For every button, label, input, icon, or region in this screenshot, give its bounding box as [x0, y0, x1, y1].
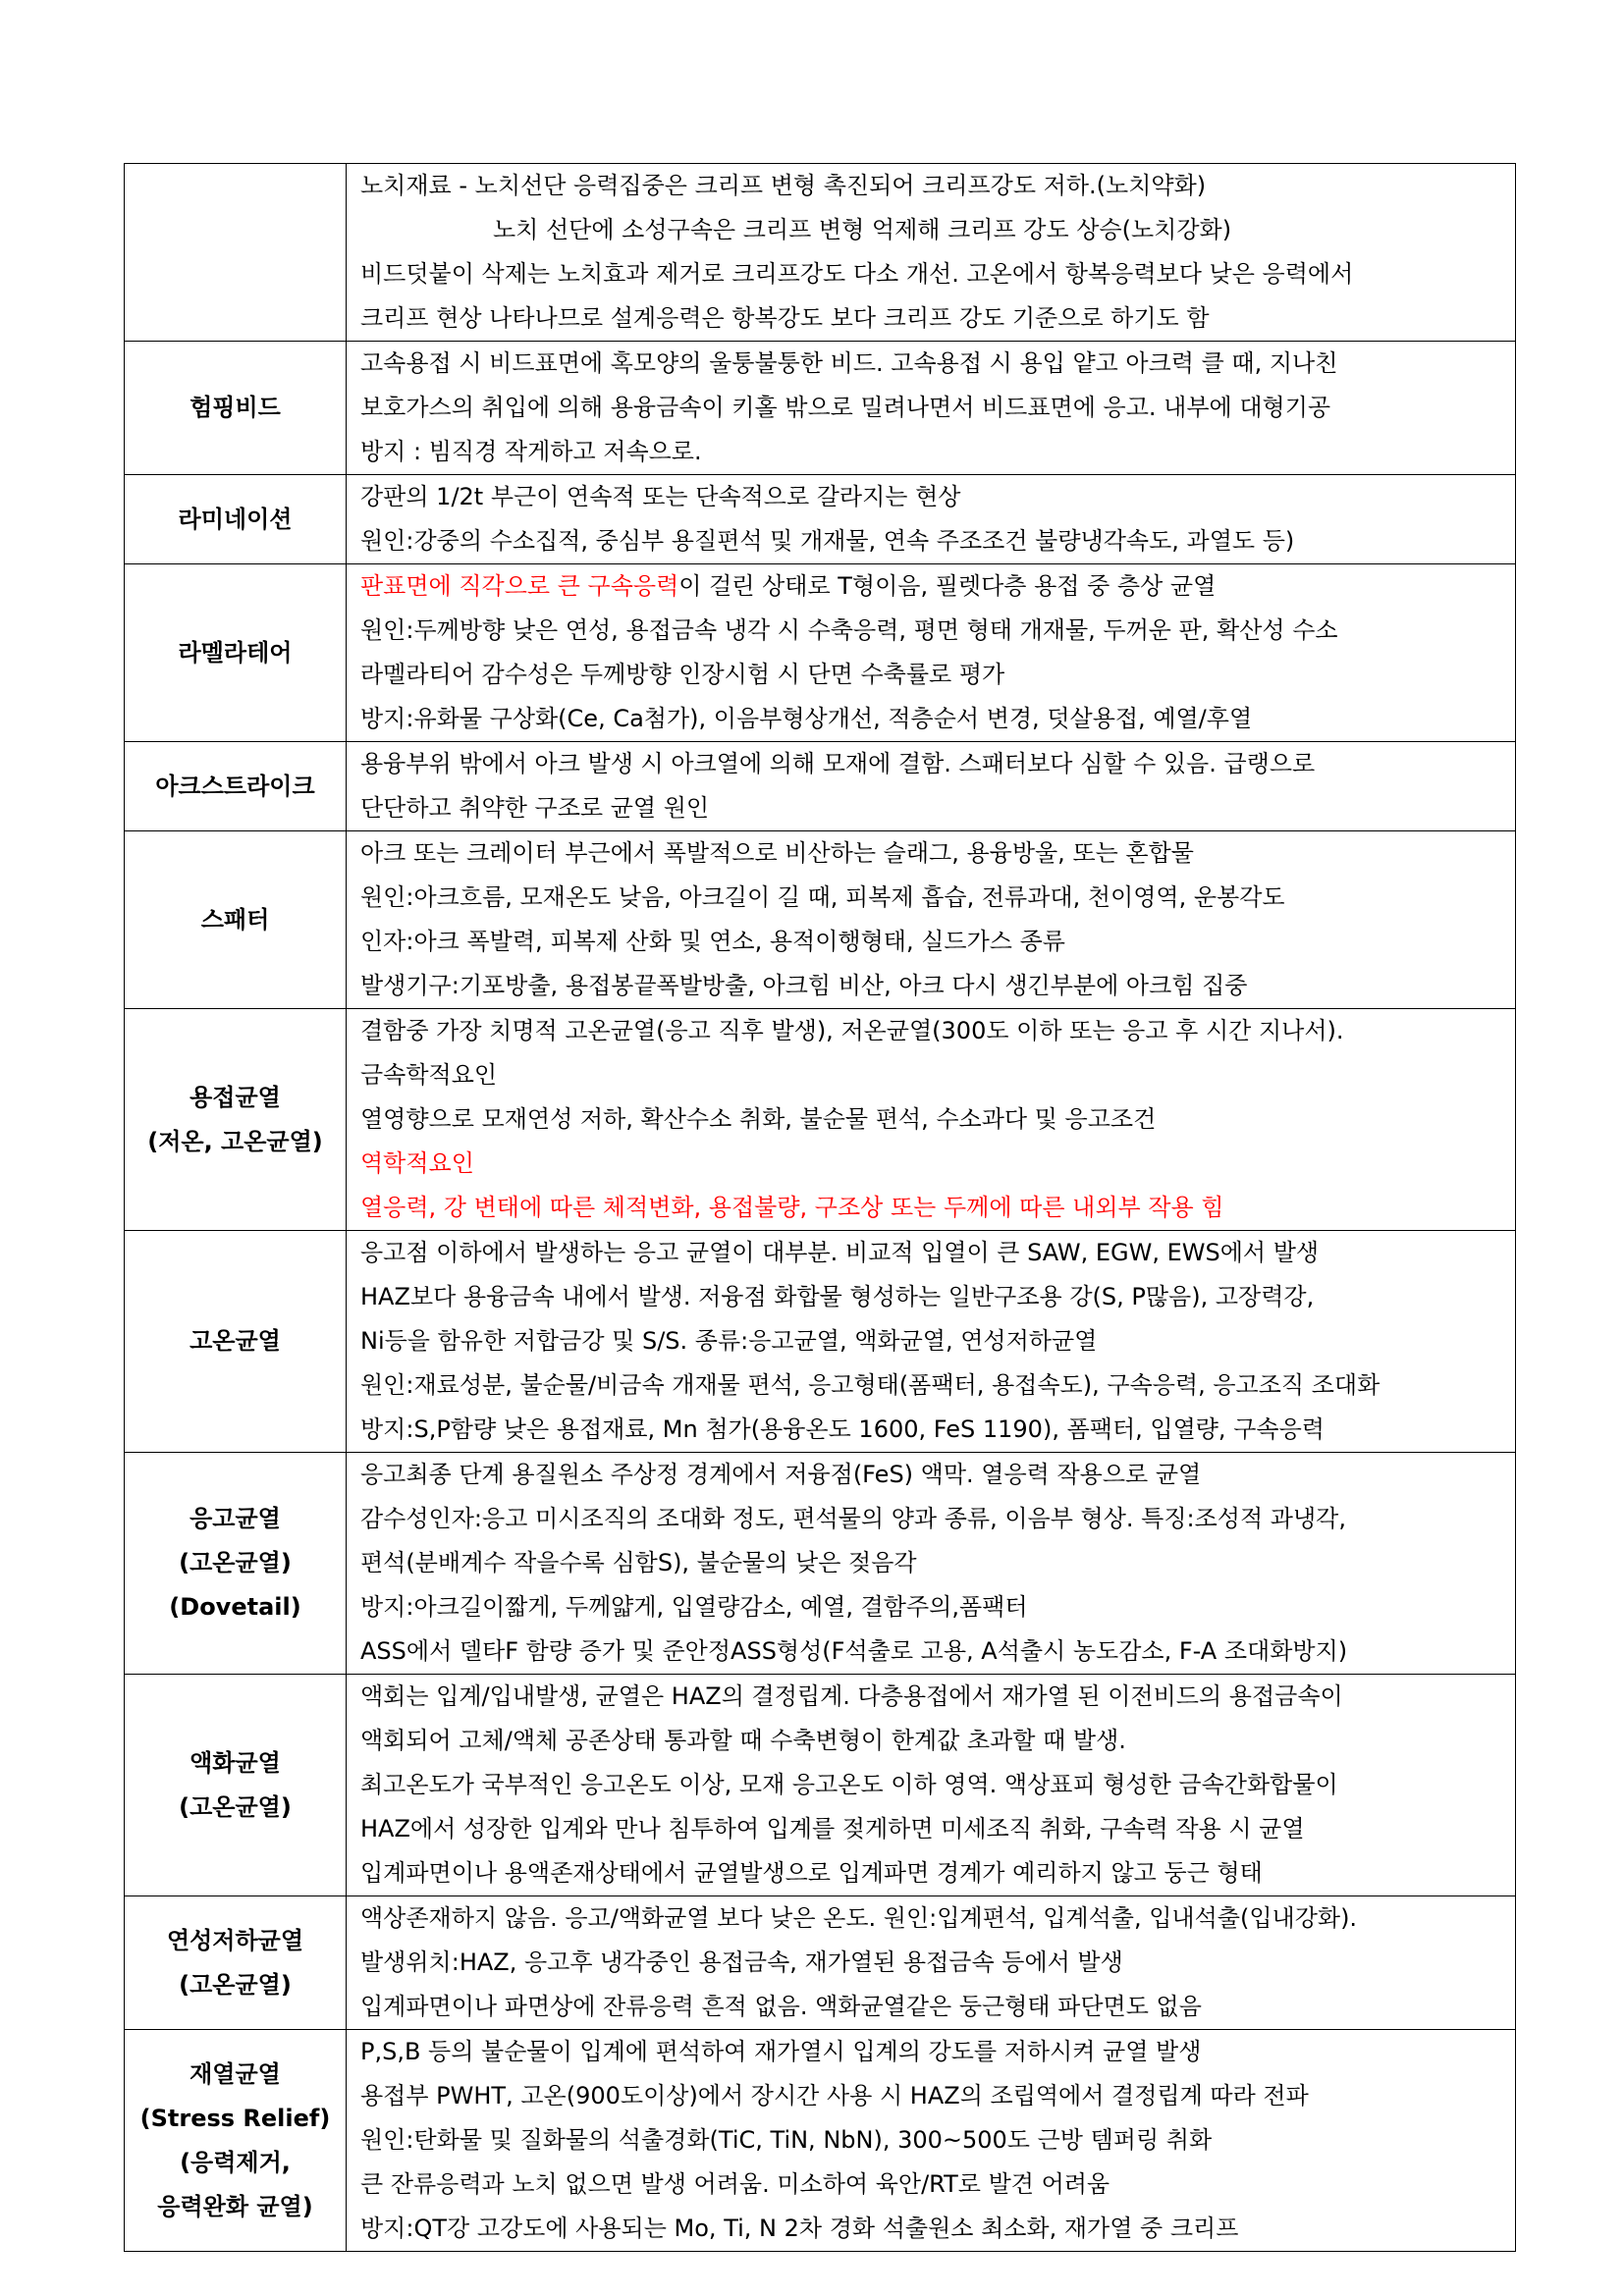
content-line — [360, 1675, 1509, 1719]
row-label-cell — [125, 831, 347, 1009]
row-label: 라멜라테어 — [178, 638, 293, 667]
row-label: (저온, 고온균열) — [147, 1127, 323, 1155]
text-segment: 라멜라티어 감수성은 두께방향 인장시험 시 단면 수축률로 평가 — [360, 661, 1005, 688]
row-content-cell — [347, 1453, 1516, 1675]
text-segment: 방지:QT강 고강도에 사용되는 Mo, Ti, N 2차 경화 석출원소 최소화, 재가열 중 크리프 — [360, 2215, 1239, 2242]
text-segment: 비드덧붙이 삭제는 노치효과 제거로 크리프강도 다소 개선. 고온에서 항복응력보다 낮은 응력에서 — [360, 260, 1354, 288]
content-line — [360, 1719, 1509, 1763]
table-row — [125, 1231, 1516, 1453]
content-line — [360, 1941, 1509, 1985]
document-page — [124, 163, 1516, 2252]
row-label: (응력제거, — [180, 2148, 291, 2176]
content-line — [360, 1497, 1509, 1541]
content-line — [360, 1053, 1509, 1097]
table-row — [125, 742, 1516, 831]
text-segment: 강판의 1/2t 부근이 연속적 또는 단속적으로 갈라지는 현상 — [360, 483, 961, 510]
content-line — [360, 2118, 1509, 2163]
text-segment: 원인:강중의 수소집적, 중심부 용질편석 및 개재물, 연속 주조조건 불량냉각속도, 과열도 등) — [360, 527, 1295, 555]
content-line — [360, 2030, 1509, 2074]
row-label: (Dovetail) — [169, 1593, 301, 1621]
row-content-cell — [347, 164, 1516, 342]
content-line — [360, 964, 1509, 1008]
row-label: (고온균열) — [179, 1549, 292, 1576]
table-row — [125, 1453, 1516, 1675]
content-line — [360, 1629, 1509, 1674]
text-segment: 열영향으로 모재연성 저하, 확산수소 취화, 불순물 편석, 수소과다 및 응고조건 — [360, 1105, 1157, 1133]
content-line — [360, 920, 1509, 964]
row-label: 스패터 — [200, 905, 270, 934]
table-row — [125, 1896, 1516, 2030]
row-label-cell — [125, 1009, 347, 1231]
content-line — [360, 697, 1509, 741]
text-segment: 응고최종 단계 용질원소 주상정 경계에서 저융점(FeS) 액막. 열응력 작용으로 균열 — [360, 1461, 1202, 1488]
text-segment: 고속용접 시 비드표면에 혹모양의 울퉁불퉁한 비드. 고속용접 시 용입 얕고 아크력 클 때, 지나친 — [360, 349, 1338, 377]
text-segment: 방지:유화물 구상화(Ce, Ca첨가), 이음부형상개선, 적층순서 변경, 덧살용접, 예열/후열 — [360, 705, 1253, 732]
row-content-cell — [347, 342, 1516, 475]
content-line — [360, 564, 1509, 609]
content-line — [360, 1453, 1509, 1497]
text-segment: 응고점 이하에서 발생하는 응고 균열이 대부분. 비교적 입열이 큰 SAW, EGW, EWS에서 발생 — [360, 1239, 1320, 1266]
row-label: 고온균열 — [189, 1327, 281, 1355]
text-segment: P,S,B 등의 불순물이 입계에 편석하여 재가열시 입계의 강도를 저하시켜 균열 발생 — [360, 2038, 1202, 2065]
row-label: 액화균열 — [189, 1748, 281, 1777]
row-label-cell — [125, 1453, 347, 1675]
text-segment: 방지 : 빔직경 작게하고 저속으로. — [360, 438, 702, 465]
row-label: (Stress Relief) — [139, 2104, 331, 2132]
text-segment: 이 걸린 상태로 T형이음, 필렛다층 용접 중 층상 균열 — [678, 572, 1217, 600]
content-line — [360, 1319, 1509, 1363]
text-segment: HAZ보다 용융금속 내에서 발생. 저융점 화합물 형성하는 일반구조용 강(S, P많음), 고장력강, — [360, 1283, 1315, 1310]
row-label-cell — [125, 1231, 347, 1453]
row-label-cell — [125, 564, 347, 742]
text-segment: 방지:아크길이짧게, 두께얇게, 입열량감소, 예열, 결함주의,폼팩터 — [360, 1593, 1028, 1621]
content-line — [360, 831, 1509, 876]
row-content-cell — [347, 564, 1516, 742]
content-line — [360, 342, 1509, 386]
text-segment: 액상존재하지 않음. 응고/액화균열 보다 낮은 온도. 원인:입계편석, 입계석출, 입내석출(입내강화). — [360, 1904, 1358, 1932]
text-segment: 아크 또는 크레이터 부근에서 폭발적으로 비산하는 슬래그, 용융방울, 또는 혼합물 — [360, 839, 1194, 867]
content-line — [360, 1231, 1509, 1275]
row-label: 험핑비드 — [189, 394, 281, 421]
text-segment: 원인:재료성분, 불순물/비금속 개재물 편석, 응고형태(폼팩터, 용접속도), 구속응력, 응고조직 조대화 — [360, 1371, 1380, 1399]
text-segment: 원인:탄화물 및 질화물의 석출경화(TiC, TiN, NbN), 300~500도 근방 템퍼링 취화 — [360, 2126, 1213, 2154]
content-line — [360, 1363, 1509, 1408]
row-label-cell — [125, 164, 347, 342]
text-segment: 입계파면이나 파면상에 잔류응력 흔적 없음. 액화균열같은 둥근형태 파단면도 없음 — [360, 1993, 1202, 2020]
defect-table — [124, 163, 1516, 2252]
table-row — [125, 164, 1516, 342]
text-segment: 원인:아크흐름, 모재온도 낮음, 아크길이 길 때, 피복제 흡습, 전류과대, 천이영역, 운봉각도 — [360, 883, 1285, 911]
content-line — [360, 296, 1509, 341]
text-segment: 입계파면이나 용액존재상태에서 균열발생으로 입계파면 경계가 예리하지 않고 둥근 형태 — [360, 1859, 1263, 1887]
content-line — [360, 1585, 1509, 1629]
row-label-cell — [125, 475, 347, 564]
row-label: 용접균열 — [189, 1083, 281, 1111]
table-row — [125, 475, 1516, 564]
row-content-cell — [347, 475, 1516, 564]
content-line — [360, 386, 1509, 430]
text-segment: 액회되어 고체/액체 공존상태 통과할 때 수축변형이 한계값 초과할 때 발생. — [360, 1727, 1126, 1754]
table-row — [125, 342, 1516, 475]
text-segment: 보호가스의 취입에 의해 용융금속이 키홀 밖으로 밀려나면서 비드표면에 응고. 내부에 대형기공 — [360, 394, 1331, 421]
highlighted-text: 역학적요인 — [360, 1149, 474, 1177]
highlighted-text: 열응력, 강 변태에 따른 체적변화, 용접불량, 구조상 또는 두께에 따른 내외부 작용 힘 — [360, 1194, 1224, 1221]
content-line — [360, 742, 1509, 786]
row-label: 라미네이션 — [178, 505, 293, 533]
text-segment: 노치재료 - 노치선단 응력집중은 크리프 변형 촉진되어 크리프강도 저하.(노치약화) — [360, 172, 1207, 199]
content-line — [360, 609, 1509, 653]
text-segment: ASS에서 델타F 함량 증가 및 준안정ASS형성(F석출로 고용, A석출시 농도감소, F-A 조대화방지) — [360, 1637, 1348, 1665]
row-content-cell — [347, 831, 1516, 1009]
text-segment: 결함중 가장 치명적 고온균열(응고 직후 발생), 저온균열(300도 이하 또는 응고 후 시간 지나서). — [360, 1017, 1344, 1044]
text-segment: 편석(분배계수 작을수록 심함S), 불순물의 낮은 젖음각 — [360, 1549, 917, 1576]
row-label: 아크스트라이크 — [155, 772, 315, 800]
text-segment: 방지:S,P함량 낮은 용접재료, Mn 첨가(용융온도 1600, FeS 1190), 폼팩터, 입열량, 구속응력 — [360, 1415, 1325, 1443]
row-content-cell — [347, 1231, 1516, 1453]
text-segment: 큰 잔류응력과 노치 없으면 발생 어려움. 미소하여 육안/RT로 발견 어려움 — [360, 2170, 1110, 2198]
content-line — [360, 164, 1509, 208]
content-line — [360, 519, 1509, 563]
table-row — [125, 2030, 1516, 2252]
content-line — [360, 1985, 1509, 2029]
row-label-cell — [125, 342, 347, 475]
row-label-cell — [125, 742, 347, 831]
text-segment: 용융부위 밖에서 아크 발생 시 아크열에 의해 모재에 결함. 스패터보다 심할 수 있음. 급랭으로 — [360, 750, 1316, 777]
table-body — [125, 164, 1516, 2252]
table-row — [125, 1009, 1516, 1231]
content-line — [360, 1142, 1509, 1186]
content-line — [360, 2074, 1509, 2118]
content-line — [360, 1097, 1509, 1142]
text-segment: HAZ에서 성장한 입계와 만나 침투하여 입계를 젖게하면 미세조직 취화, 구속력 작용 시 균열 — [360, 1815, 1305, 1842]
text-segment: 단단하고 취약한 구조로 균열 원인 — [360, 794, 710, 822]
row-label-cell — [125, 1896, 347, 2030]
content-line — [360, 475, 1509, 519]
row-label-cell — [125, 1675, 347, 1896]
content-line — [360, 208, 1509, 252]
content-line — [360, 786, 1509, 830]
content-line — [360, 876, 1509, 920]
content-line — [360, 2207, 1509, 2251]
row-content-cell — [347, 2030, 1516, 2252]
row-label-cell — [125, 2030, 347, 2252]
row-label: (고온균열) — [179, 1970, 292, 1999]
text-segment: 크리프 현상 나타나므로 설계응력은 항복강도 보다 크리프 강도 기준으로 하기도 함 — [360, 304, 1210, 332]
table-row — [125, 564, 1516, 742]
content-line — [360, 1541, 1509, 1585]
row-label: 응력완화 균열) — [157, 2192, 313, 2220]
content-line — [360, 430, 1509, 474]
text-segment: 발생기구:기포방출, 용접봉끝폭발방출, 아크힘 비산, 아크 다시 생긴부분에 아크힘 집중 — [360, 972, 1248, 999]
text-segment: 인자:아크 폭발력, 피복제 산화 및 연소, 용적이행형태, 실드가스 종류 — [360, 928, 1065, 955]
text-segment: 용접부 PWHT, 고온(900도이상)에서 장시간 사용 시 HAZ의 조립역에서 결정립계 따라 전파 — [360, 2082, 1309, 2109]
content-line — [360, 1275, 1509, 1319]
content-line — [360, 653, 1509, 697]
row-content-cell — [347, 1009, 1516, 1231]
highlighted-text: 판표면에 직각으로 큰 구속응력 — [360, 572, 679, 600]
text-segment: Ni등을 함유한 저합금강 및 S/S. 종류:응고균열, 액화균열, 연성저하균열 — [360, 1327, 1098, 1355]
text-segment: 감수성인자:응고 미시조직의 조대화 정도, 편석물의 양과 종류, 이음부 형상. 특징:조성적 과냉각, — [360, 1505, 1346, 1532]
table-row — [125, 1675, 1516, 1896]
content-line — [360, 2163, 1509, 2207]
text-segment: 원인:두께방향 낮은 연성, 용접금속 냉각 시 수축응력, 평면 형태 개재물, 두꺼운 판, 확산성 수소 — [360, 616, 1338, 644]
text-segment: 금속학적요인 — [360, 1061, 498, 1089]
text-segment: 액회는 입계/입내발생, 균열은 HAZ의 결정립계. 다층용접에서 재가열 된 이전비드의 용접금속이 — [360, 1682, 1343, 1710]
text-segment: 최고온도가 국부적인 응고온도 이상, 모재 응고온도 이하 영역. 액상표피 형성한 금속간화합물이 — [360, 1771, 1338, 1798]
row-label: 연성저하균열 — [166, 1926, 304, 1954]
content-line — [360, 1807, 1509, 1851]
text-segment: 발생위치:HAZ, 응고후 냉각중인 용접금속, 재가열된 용접금속 등에서 발생 — [360, 1949, 1123, 1976]
row-content-cell — [347, 1675, 1516, 1896]
row-label: 재열균열 — [189, 2059, 281, 2088]
table-row — [125, 831, 1516, 1009]
content-line — [360, 1851, 1509, 1896]
content-line — [360, 1896, 1509, 1941]
row-content-cell — [347, 742, 1516, 831]
row-label: (고온균열) — [179, 1792, 292, 1821]
row-label: 응고균열 — [189, 1505, 281, 1532]
content-line — [360, 1009, 1509, 1053]
content-line — [360, 1186, 1509, 1230]
content-line — [360, 1763, 1509, 1807]
row-content-cell — [347, 1896, 1516, 2030]
text-segment: 노치 선단에 소성구속은 크리프 변형 억제해 크리프 강도 상승(노치강화) — [493, 216, 1232, 243]
content-line — [360, 1408, 1509, 1452]
content-line — [360, 252, 1509, 296]
